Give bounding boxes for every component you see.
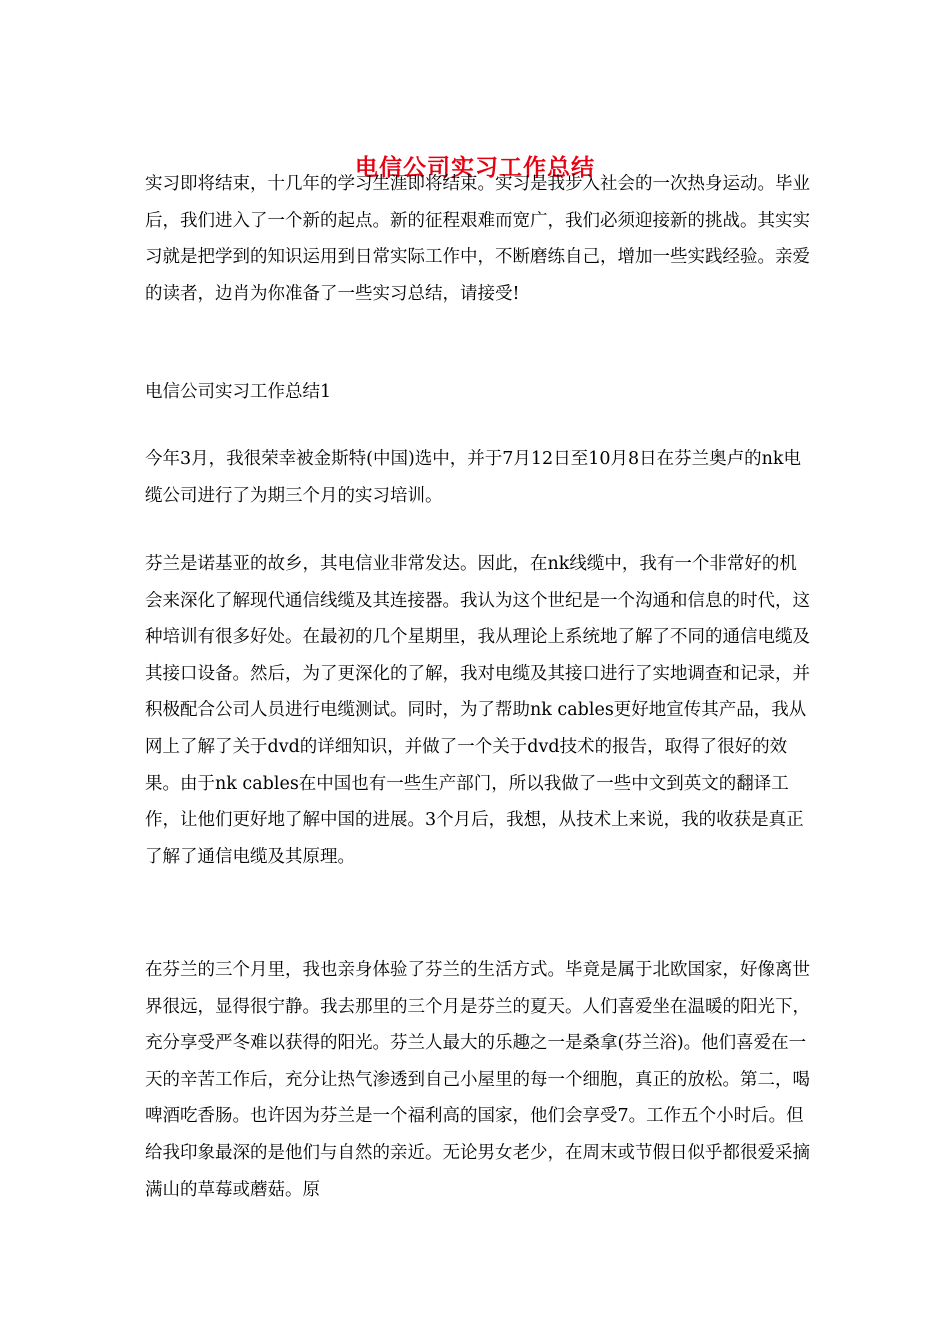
intro-paragraph: 实习即将结束，十几年的学习生涯即将结束。实习是我步入社会的一次热身运动。毕业后，我们进入了一个新的起点。新的征程艰难而宽广，我们必须迎接新的挑战。其实实习就是把学到的知识运用到日常实际工作中，不断磨练自己，增加一些实践经验。亲爱的读者，边肖为你准备了一些实习总结，请接受! [145, 174, 810, 304]
section-heading: 电信公司实习工作总结1 [145, 382, 332, 402]
paragraph-2: 芬兰是诺基亚的故乡，其电信业非常发达。因此，在nk线缆中，我有一个非常好的机会来深化了解现代通信线缆及其连接器。我认为这个世纪是一个沟通和信息的时代，这种培训有很多好处。在最初的几个星期里，我从理论上系统地了解了不同的通信电缆及其接口设备。然后，为了更深化的了解，我对电缆及其接口进行了实地调查和记录，并积极配合公司人员进行电缆测试。同时，为了帮助nk cables更好地宣传其产品，我从网上了解了关于dvd的详细知识，并做了一个关于dvd技术的报告，取得了很好的效果。由于nk cables在中国也有一些生产部门，所以我做了一些中文到英文的翻译工作，让他们更好地了解中国的进展。3个月后，我想，从技术上来说，我的收获是真正了解了通信电缆及其原理。 [145, 554, 810, 867]
document-title: 电信公司实习工作总结 [355, 154, 595, 181]
paragraph-3: 在芬兰的三个月里，我也亲身体验了芬兰的生活方式。毕竟是属于北欧国家，好像离世界很远，显得很宁静。我去那里的三个月是芬兰的夏天。人们喜爱坐在温暖的阳光下，充分享受严冬难以获得的阳光。芬兰人最大的乐趣之一是桑拿(芬兰浴)。他们喜爱在一天的辛苦工作后，充分让热气渗透到自己小屋里的每一个细胞，真正的放松。第二，喝啤酒吃香肠。也许因为芬兰是一个福利高的国家，他们会享受7。工作五个小时后。但给我印象最深的是他们与自然的亲近。无论男女老少，在周末或节假日似乎都很爱采摘满山的草莓或蘑菇。原 [145, 960, 810, 1200]
paragraph-1: 今年3月，我很荣幸被金斯特(中国)选中，并于7月12日至10月8日在芬兰奥卢的nk电缆公司进行了为期三个月的实习培训。 [145, 449, 801, 506]
